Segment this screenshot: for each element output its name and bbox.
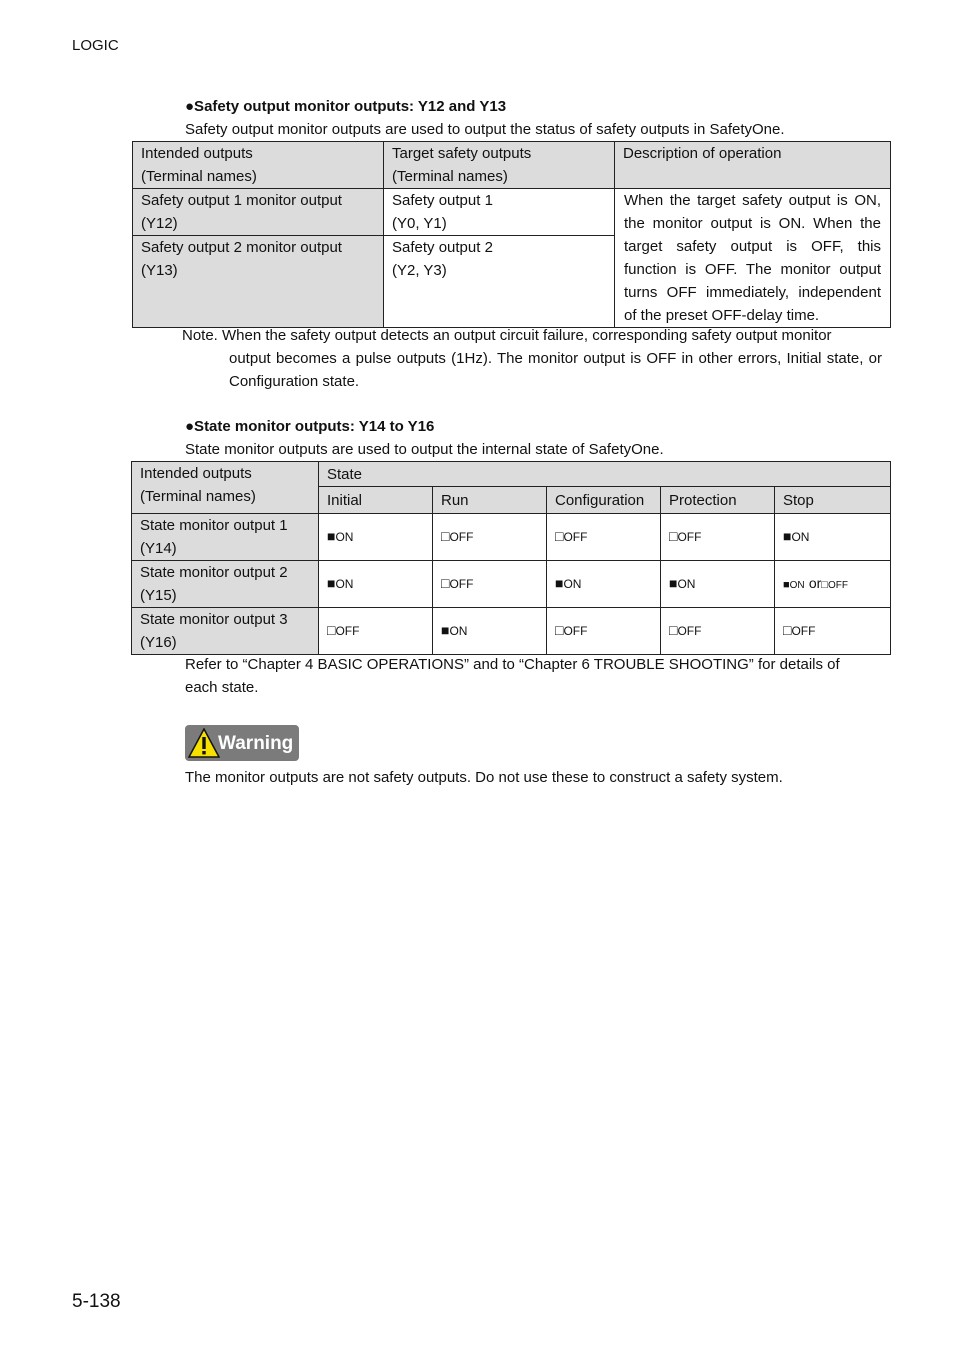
warning-label: Warning (218, 733, 294, 754)
state-cell: □OFF (547, 514, 661, 561)
header-target-outputs: Target safety outputs (Terminal names) (384, 142, 615, 189)
warning-triangle-icon (188, 728, 220, 758)
state-cell: □OFF (547, 608, 661, 655)
state-cell: □OFF (661, 608, 775, 655)
output-name-cell: State monitor output 3 (Y16) (132, 608, 319, 655)
warning-text: The monitor outputs are not safety outputs. Do not use these to construct a safety system. (185, 769, 783, 786)
page-number: 5-138 (72, 1291, 121, 1312)
state-cell: ■ON (319, 561, 433, 608)
safety-monitor-table (132, 141, 891, 328)
header-intended-outputs: Intended outputs (Terminal names) (133, 142, 384, 189)
description-cell: When the target safety output is ON, the monitor output is ON. When the target safety output is OFF, this function is OFF. The monitor output turns OFF immediately, independent of the preset OFF-delay time. (615, 189, 891, 328)
header-description: Description of operation (615, 142, 891, 189)
refer-text: Refer to “Chapter 4 BASIC OPERATIONS” and to “Chapter 6 TROUBLE SHOOTING” for details of each state. (185, 656, 840, 696)
warning-badge (185, 725, 299, 761)
table-row (132, 514, 891, 561)
target-cell: Safety output 1 (Y0, Y1) (384, 189, 615, 236)
state-cell: □OFF (319, 608, 433, 655)
note-text: Note. When the safety output detects an output circuit failure, corresponding safety output monitor output becomes a pulse outputs (1Hz). The monitor output is OFF in other errors, Initial state, or Configuration state. (182, 327, 882, 390)
state-cell: □OFF (661, 514, 775, 561)
table-row (133, 189, 891, 236)
state-initial: Initial (319, 487, 433, 514)
section2-intro: State monitor outputs are used to output the internal state of SafetyOne. (185, 441, 664, 458)
state-cell: □OFF (433, 561, 547, 608)
table-row (132, 561, 891, 608)
section2-title: ●State monitor outputs: Y14 to Y16 (185, 418, 435, 435)
table-header-row (132, 462, 891, 487)
state-cell: ■ON (775, 514, 891, 561)
state-cell: ■ON (433, 608, 547, 655)
section1-title: ●Safety output monitor outputs: Y12 and Y13 (185, 98, 507, 115)
header-intended-outputs: Intended outputs (Terminal names) (132, 462, 319, 514)
output-name-cell: State monitor output 1 (Y14) (132, 514, 319, 561)
state-stop: Stop (775, 487, 891, 514)
state-cell: ■ON (661, 561, 775, 608)
state-cell: ■ON or□OFF (775, 561, 891, 608)
header-state: State (319, 462, 891, 487)
target-cell: Safety output 2 (Y2, Y3) (384, 236, 615, 328)
table-row (132, 608, 891, 655)
intended-cell: Safety output 1 monitor output (Y12) (133, 189, 384, 236)
intended-cell: Safety output 2 monitor output (Y13) (133, 236, 384, 328)
state-cell: □OFF (433, 514, 547, 561)
state-monitor-table (131, 461, 891, 655)
page-header-section: LOGIC (72, 37, 119, 54)
state-run: Run (433, 487, 547, 514)
state-cell: □OFF (775, 608, 891, 655)
state-cell: ■ON (547, 561, 661, 608)
state-cell: ■ON (319, 514, 433, 561)
section1-intro: Safety output monitor outputs are used to output the status of safety outputs in SafetyOne. (185, 121, 785, 138)
state-protection: Protection (661, 487, 775, 514)
table-header-row (133, 142, 891, 189)
state-configuration: Configuration (547, 487, 661, 514)
output-name-cell: State monitor output 2 (Y15) (132, 561, 319, 608)
